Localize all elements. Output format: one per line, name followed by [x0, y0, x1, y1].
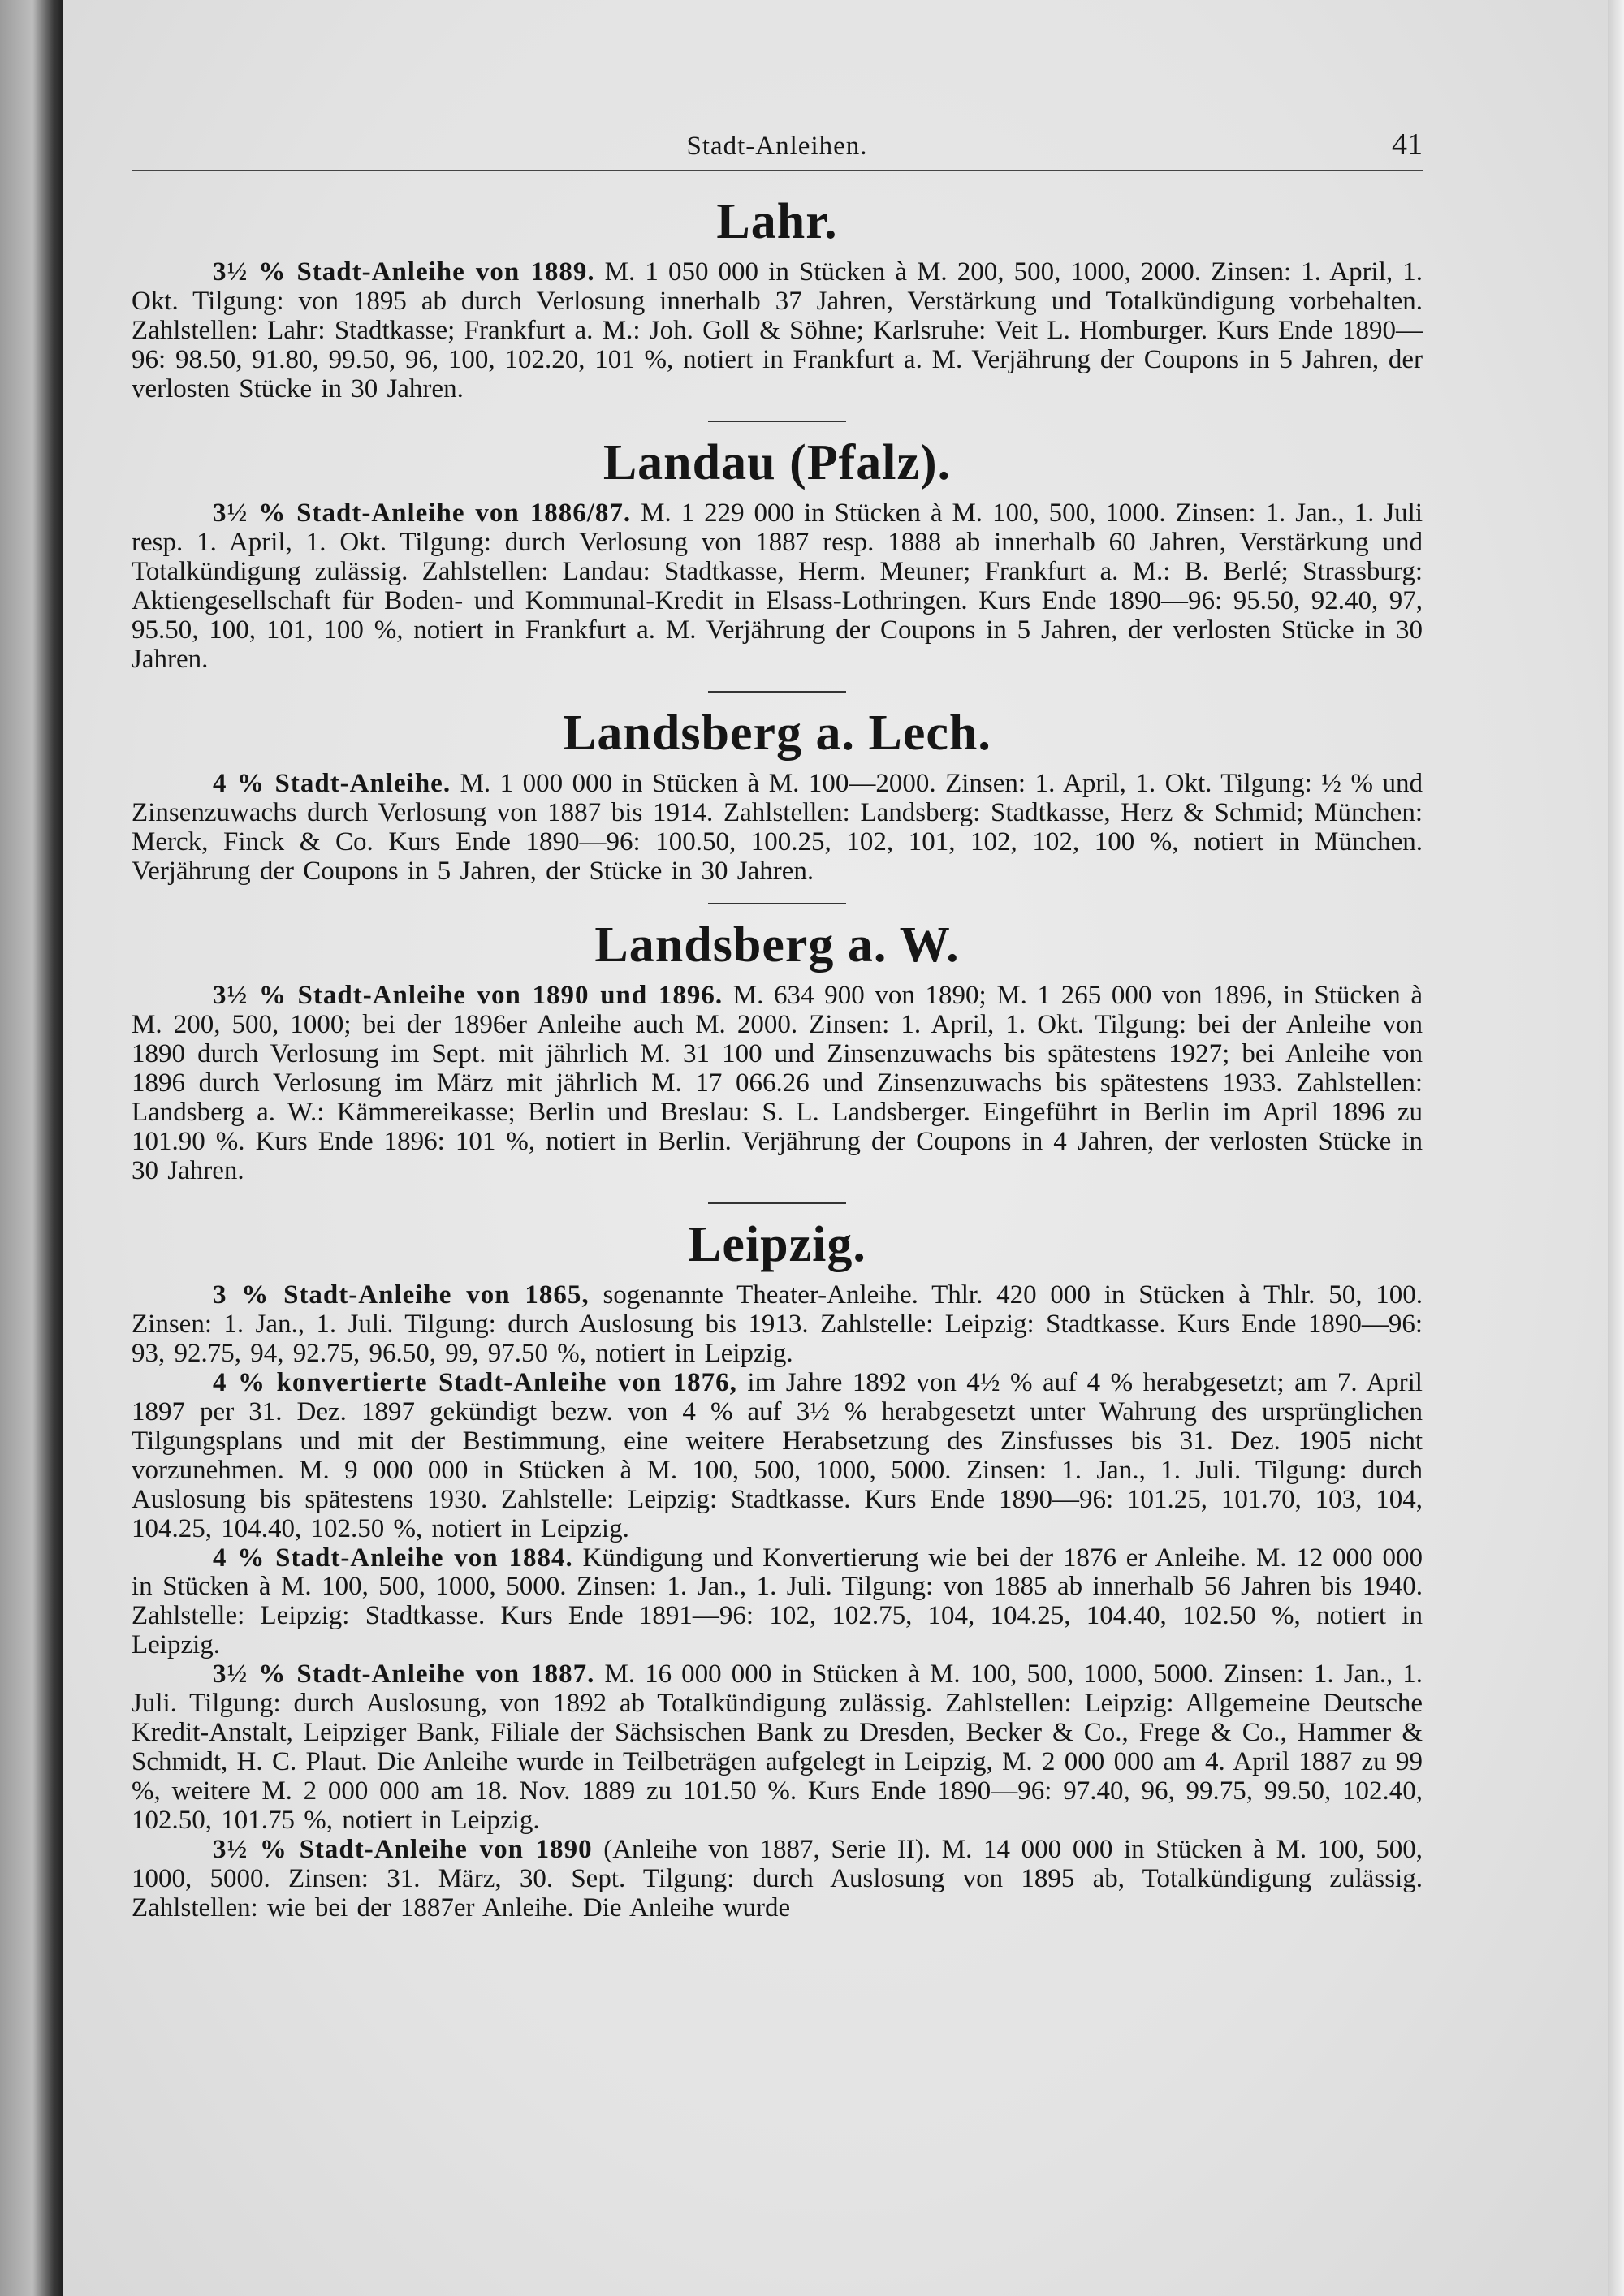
section-landsberg-lech [132, 707, 1423, 887]
loan-details: Kündigung und Konvertierung wie bei der 1876 er Anleihe. M. 12 000 000 in Stücken à M. 100, 500, 1000, 5000. Zinsen: 1. Jan., 1. Juli. Tilgung: von 1885 ab innerhalb 56 Jahren bis 1940. Zahlstelle: Leipzig: Stadtkasse. Kurs Ende 1891—96: 102, 102.75, 104, 104.25, 104.40, 102.50 %, notiert in Leipzig. [132, 1543, 1423, 1660]
page-edge [1608, 0, 1624, 2296]
loan-entry [132, 1369, 1423, 1544]
loan-entry [132, 499, 1423, 675]
section-landau [132, 434, 1423, 675]
section-landsberg-w [132, 919, 1423, 1186]
loan-title: 3½ % Stadt-Anleihe von 1889. [213, 257, 595, 287]
city-heading-lahr: Lahr. [716, 194, 838, 249]
section-separator [708, 421, 846, 422]
page-content [132, 122, 1423, 1923]
book-gutter [0, 0, 63, 2296]
section-separator [708, 903, 846, 904]
loan-title: 3½ % Stadt-Anleihe von 1887. [213, 1659, 595, 1690]
loan-title: 3½ % Stadt-Anleihe von 1886/87. [213, 498, 632, 529]
running-head [132, 122, 1423, 171]
loan-title: 4 % Stadt-Anleihe von 1884. [213, 1543, 573, 1573]
section-lahr [132, 196, 1423, 404]
loan-entry [132, 1281, 1423, 1369]
loan-entry [132, 1660, 1423, 1836]
loan-details: (Anleihe von 1887, Serie II). M. 14 000 000 in Stücken à M. 100, 500, 1000, 5000. Zinsen: 31. März, 30. Sept. Tilgung: durch Auslosung von 1895 ab, Totalkündigung zulässig. Zahlstellen: wie bei der 1887er Anleihe. Die Anleihe wurde [132, 1835, 1423, 1923]
loan-entry [132, 258, 1423, 404]
city-heading-landau: Landau (Pfalz). [603, 434, 952, 490]
loan-details: im Jahre 1892 von 4½ % auf 4 % herabgesetzt; am 7. April 1897 per 31. Dez. 1897 gekündigt bezw. von 4 % auf 3½ % herabgesetzt unter Wahrung des ursprünglichen Tilgungsplans und mit der Bestimmung, eine weitere Herabsetzung des Zinsfusses bis 31. Dez. 1905 nicht vorzunehmen. M. 9 000 000 in Stücken à M. 100, 500, 1000, 5000. Zinsen: 1. Jan., 1. Juli. Tilgung: durch Auslosung bis spätestens 1930. Zahlstelle: Leipzig: Stadtkasse. Kurs Ende 1890—96: 101.25, 101.70, 103, 104, 104.25, 104.40, 102.50 %, notiert in Leipzig. [132, 1367, 1423, 1543]
section-separator [708, 1202, 846, 1204]
section-leipzig [132, 1216, 1423, 1923]
running-title: Stadt-Anleihen. [686, 132, 868, 161]
loan-title: 4 % konvertierte Stadt-Anleihe von 1876, [213, 1367, 737, 1397]
loan-details: M. 1 050 000 in Stücken à M. 200, 500, 1000, 2000. Zinsen: 1. April, 1. Okt. Tilgung: von 1895 ab durch Verlosung innerhalb 37 Jahren, Verstärkung und Totalkündigung vorbehalten. Zahlstellen: Lahr: Stadtkasse; Frankfurt a. M.: Joh. Goll & Söhne; Karlsruhe: Veit L. Homburger. Kurs Ende 1890—96: 98.50, 91.80, 99.50, 96, 100, 102.20, 101 %, notiert in Frankfurt a. M. Verjährung der Coupons in 5 Jahren, der verlosten Stücke in 30 Jahren. [132, 257, 1423, 404]
loan-details: M. 1 000 000 in Stücken à M. 100—2000. Zinsen: 1. April, 1. Okt. Tilgung: ½ % und Zinsenzuwachs durch Verlosung von 1887 bis 1914. Zahlstellen: Landsberg: Stadtkasse, Herz & Schmid; München: Merck, Finck & Co. Kurs Ende 1890—96: 100.50, 100.25, 102, 101, 102, 102, 100 %, notiert in München. Verjährung der Coupons in 5 Jahren, der Stücke in 30 Jahren. [132, 768, 1423, 886]
loan-entry [132, 1544, 1423, 1661]
loan-entry [132, 770, 1423, 887]
loan-details: M. 1 229 000 in Stücken à M. 100, 500, 1000. Zinsen: 1. Jan., 1. Juli resp. 1. April, 1. Okt. Tilgung: durch Verlosung von 1887 resp. 1888 ab innerhalb 60 Jahren, Verstärkung und Totalkündigung zulässig. Zahlstellen: Landau: Stadtkasse, Herm. Meuner; Frankfurt a. M.: B. Berlé; Strassburg: Aktiengesellschaft für Boden- und Kommunal-Kredit in Elsass-Lothringen. Kurs Ende 1890—96: 95.50, 92.40, 97, 95.50, 100, 101, 100 %, notiert in Frankfurt a. M. Verjährung der Coupons in 5 Jahren, der verlosten Stücke in 30 Jahren. [132, 498, 1423, 674]
loan-title: 3½ % Stadt-Anleihe von 1890 [213, 1835, 593, 1865]
loan-details: sogenannte Theater-Anleihe. Thlr. 420 000 in Stücken à Thlr. 50, 100. Zinsen: 1. Jan., 1. Juli. Tilgung: durch Auslosung bis 1913. Zahlstelle: Leipzig: Stadtkasse. Kurs Ende 1890—96: 93, 92.75, 94, 92.75, 96.50, 99, 97.50 %, notiert in Leipzig. [132, 1280, 1423, 1368]
loan-details: M. 634 900 von 1890; M. 1 265 000 von 1896, in Stücken à M. 200, 500, 1000; bei der 1896er Anleihe auch M. 2000. Zinsen: 1. April, 1. Okt. Tilgung: bei der Anleihe von 1890 durch Verlosung im Sept. mit jährlich M. 31 100 und Zinsenzuwachs bis spätestens 1927; bei Anleihe von 1896 durch Verlosung im März mit jährlich M. 17 066.26 und Zinsenzuwachs bis spätestens 1933. Zahlstellen: Landsberg a. W.: Kämmereikasse; Berlin und Breslau: S. L. Landsberger. Eingeführt in Berlin im April 1896 zu 101.90 %. Kurs Ende 1896: 101 %, notiert in Berlin. Verjährung der Coupons in 4 Jahren, der verlosten Stücke in 30 Jahren. [132, 980, 1423, 1185]
loan-title: 3½ % Stadt-Anleihe von 1890 und 1896. [213, 980, 723, 1010]
city-heading-landsberg-w: Landsberg a. W. [594, 917, 960, 973]
page-number: 41 [1392, 127, 1423, 162]
loan-title: 4 % Stadt-Anleihe. [213, 768, 451, 798]
city-heading-landsberg-lech: Landsberg a. Lech. [563, 705, 991, 761]
section-separator [708, 691, 846, 693]
loan-entry [132, 982, 1423, 1186]
city-heading-leipzig: Leipzig. [688, 1216, 866, 1272]
loan-details: M. 16 000 000 in Stücken à M. 100, 500, 1000, 5000. Zinsen: 1. Jan., 1. Juli. Tilgung: durch Auslosung, von 1892 ab Totalkündigung zulässig. Zahlstellen: Leipzig: Allgemeine Deutsche Kredit-Anstalt, Leipziger Bank, Filiale der Sächsischen Bank zu Dresden, Becker & Co., Frege & Co., Hammer & Schmidt, H. C. Plaut. Die Anleihe wurde in Teilbeträgen aufgelegt in Leipzig, M. 2 000 000 am 4. April 1887 zu 99 %, weitere M. 2 000 000 am 18. Nov. 1889 zu 101.50 %. Kurs Ende 1890—96: 97.40, 96, 99.75, 99.50, 102.40, 102.50, 101.75 %, notiert in Leipzig. [132, 1659, 1423, 1836]
loan-entry [132, 1836, 1423, 1923]
loan-title: 3 % Stadt-Anleihe von 1865, [213, 1280, 590, 1310]
